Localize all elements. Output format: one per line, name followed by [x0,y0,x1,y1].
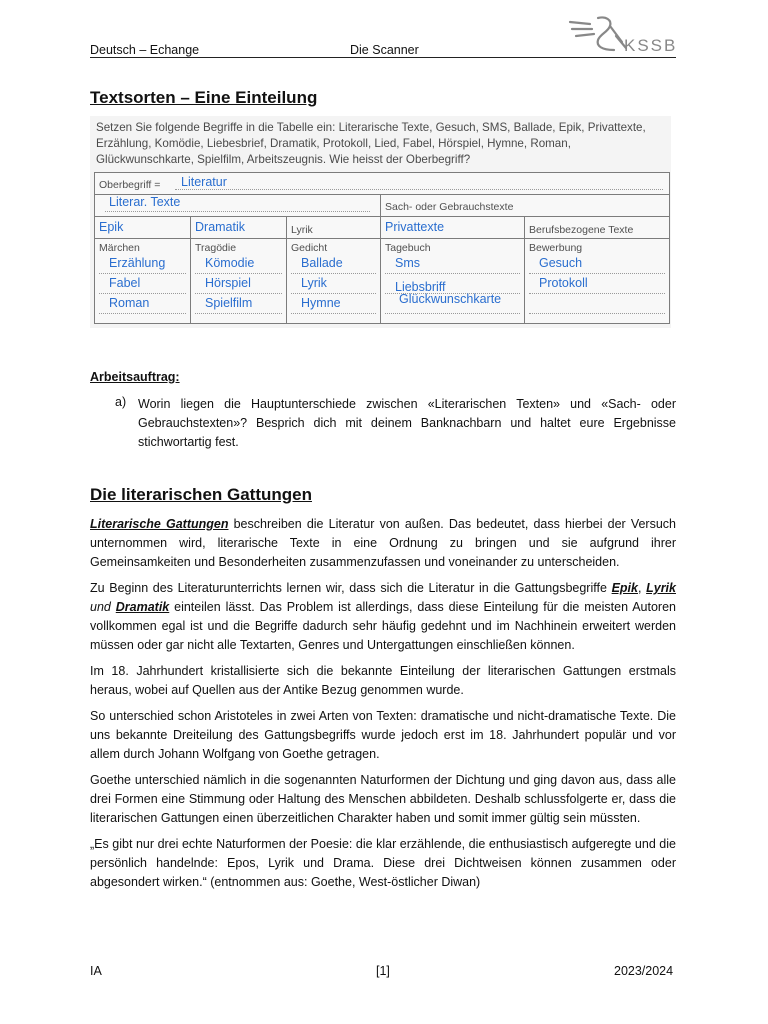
literar-texte-answer: Literar. Texte [109,195,181,209]
textsorten-table [94,172,670,324]
item-glueckwunschkarte: Glückwunschkarte [399,292,502,306]
literarische-texte-cell [95,195,381,217]
footer-left: IA [90,964,102,978]
paragraph-2: Zu Beginn des Literaturunterrichts lernen wir, dass sich die Literatur in die Gattungsbegriffe Epik, Lyrik und Dramatik einteilen lässt. Das Problem ist allerdings, dass diese Einteilung für die meisten Autoren vollkommen egal ist und die Begriffe dadurch sehr häufig gedehnt und im Nachhinein erweitert werden müssen oder gar nicht alle Textarten, Genres und Untergattungen einschließen können. [90,581,676,652]
kssb-logo-icon [568,14,628,54]
category-cell-dramatik [191,217,287,239]
column-lyrik [287,239,381,324]
column-privattexte [381,239,525,324]
header-topic: Die Scanner [350,43,419,57]
item-erzaehlung: Erzählung [109,256,166,270]
literar-dotted-line [105,211,370,212]
term-lyrik: Lyrik [646,581,676,595]
footer-page-number: [1] [376,964,390,978]
column-epik [95,239,191,324]
item-hoerspiel: Hörspiel [205,276,251,290]
item-hymne: Hymne [301,296,341,310]
sub-bewerbung: Bewerbung [529,242,583,254]
footer-year: 2023/2024 [614,964,674,978]
gattungen-body [90,515,676,899]
oberbegriff-dotted-line [175,189,663,190]
term-dramatik: Dramatik [115,600,170,614]
oberbegriff-answer: Literatur [181,175,227,189]
assignment-marker: a) [115,395,127,409]
section-title-textsorten: Textsorten – Eine Einteilung [90,88,318,107]
item-sms: Sms [395,256,420,270]
paragraph-quote: „Es gibt nur drei echte Naturformen der Poesie: die klar erzählende, die enthusiastisch aufgeregte und die persönlich handelnde: Epos, Lyrik und Drama. Diese drei Dichtweisen können zusammen oder abgesondert wirken.“ (entnommen aus: Goethe, West-östlicher Diwan) [90,837,676,889]
category-berufsbezogene: Berufsbezogene Texte [529,224,634,236]
paragraph-1: Literarische Gattungen beschreiben die Literatur von außen. Das bedeutet, dass hierbei der Versuch unternommen wird, literarische Texte in eine Ordnung zu bringen und sie aufgrund ihrer Gemeinsamkeiten und Besonderheiten zusammenzufassen und voneinander zu unterscheiden. [90,517,676,569]
category-cell-privattexte [381,217,525,239]
item-fabel: Fabel [109,276,141,290]
category-privattexte: Privattexte [385,220,445,234]
category-cell-lyrik [287,217,381,239]
item-roman: Roman [109,296,150,310]
oberbegriff-row [95,173,670,195]
column-beruf [525,239,670,324]
sach-label: Sach- oder Gebrauchstexte [385,201,514,213]
header-subject: Deutsch – Echange [90,43,200,57]
logo-text: KSSB [624,36,678,55]
sach-gebrauchstexte-cell [381,195,670,217]
item-liebsbriff: Liebsbriff [395,280,446,294]
term-epik: Epik [611,581,638,595]
paragraph-3: Im 18. Jahrhundert kristallisierte sich die bekannte Einteilung der literarischen Gattungen erstmals heraus, wobei auf Quellen aus der Antike Bezug genommen wurde. [90,664,676,697]
sub-gedicht: Gedicht [291,242,328,254]
paragraph-4: So unterschied schon Aristoteles in zwei Arten von Texten: dramatische und nicht-dramatische Texte. Die uns bekannte Dreiteilung des Gattungsbegriffs wurde jedoch erst im 18. Jahrhundert populär und vor allem durch Johann Wolfgang von Goethe getragen. [90,709,676,761]
assignment-text: Worin liegen die Hauptunterschiede zwischen «Literarischen Texten» und «Sach- oder Gebrauchstexten»? Besprich dich mit deinem Banknachbarn und haltet eure Ergebnisse stichwortartig fest. [138,397,676,449]
category-dramatik: Dramatik [195,220,246,234]
category-cell-epik [95,217,191,239]
item-spielfilm: Spielfilm [205,296,253,310]
item-gesuch: Gesuch [539,256,583,270]
category-epik: Epik [99,220,124,234]
item-komoedie: Kömodie [205,256,255,270]
term-literarische-gattungen: Literarische Gattungen [90,517,229,531]
worksheet-instruction: Setzen Sie folgende Begriffe in die Tabelle ein: Literarische Texte, Gesuch, SMS, Ballade, Epik, Privattexte, Erzählung, Komödie, Liebesbrief, Dramatik, Protokoll, Lied, Fabel, Hörspiel, Hymne, Roman, Glückwunschkarte, Spielfilm, Arbeitszeugnis. Wie heisst der Oberbegriff? [96,121,646,166]
category-cell-beruf [525,217,670,239]
oberbegriff-label: Oberbegriff = [99,179,161,191]
column-dramatik [191,239,287,324]
item-lyrik: Lyrik [301,276,327,290]
sub-maerchen: Märchen [99,242,140,254]
sub-tagebuch: Tagebuch [385,242,431,254]
item-ballade: Ballade [301,256,343,270]
section-title-gattungen: Die literarischen Gattungen [90,485,312,504]
header-rule [90,57,676,58]
sub-tragoedie: Tragödie [195,242,237,254]
paragraph-5: Goethe unterschied nämlich in die sogenannten Naturformen der Dichtung und ging davon aus, dass alle drei Formen eine Stimmung oder Haltung des Menschen abbildeten. Deshalb schlussfolgerte er, dass die literarischen Gattungen einen überzeitlichen Charakter haben und somit immer gültig sein müssten. [90,773,676,825]
item-protokoll: Protokoll [539,276,588,290]
category-lyrik: Lyrik [291,224,313,236]
assignment-title: Arbeitsauftrag: [90,370,180,384]
